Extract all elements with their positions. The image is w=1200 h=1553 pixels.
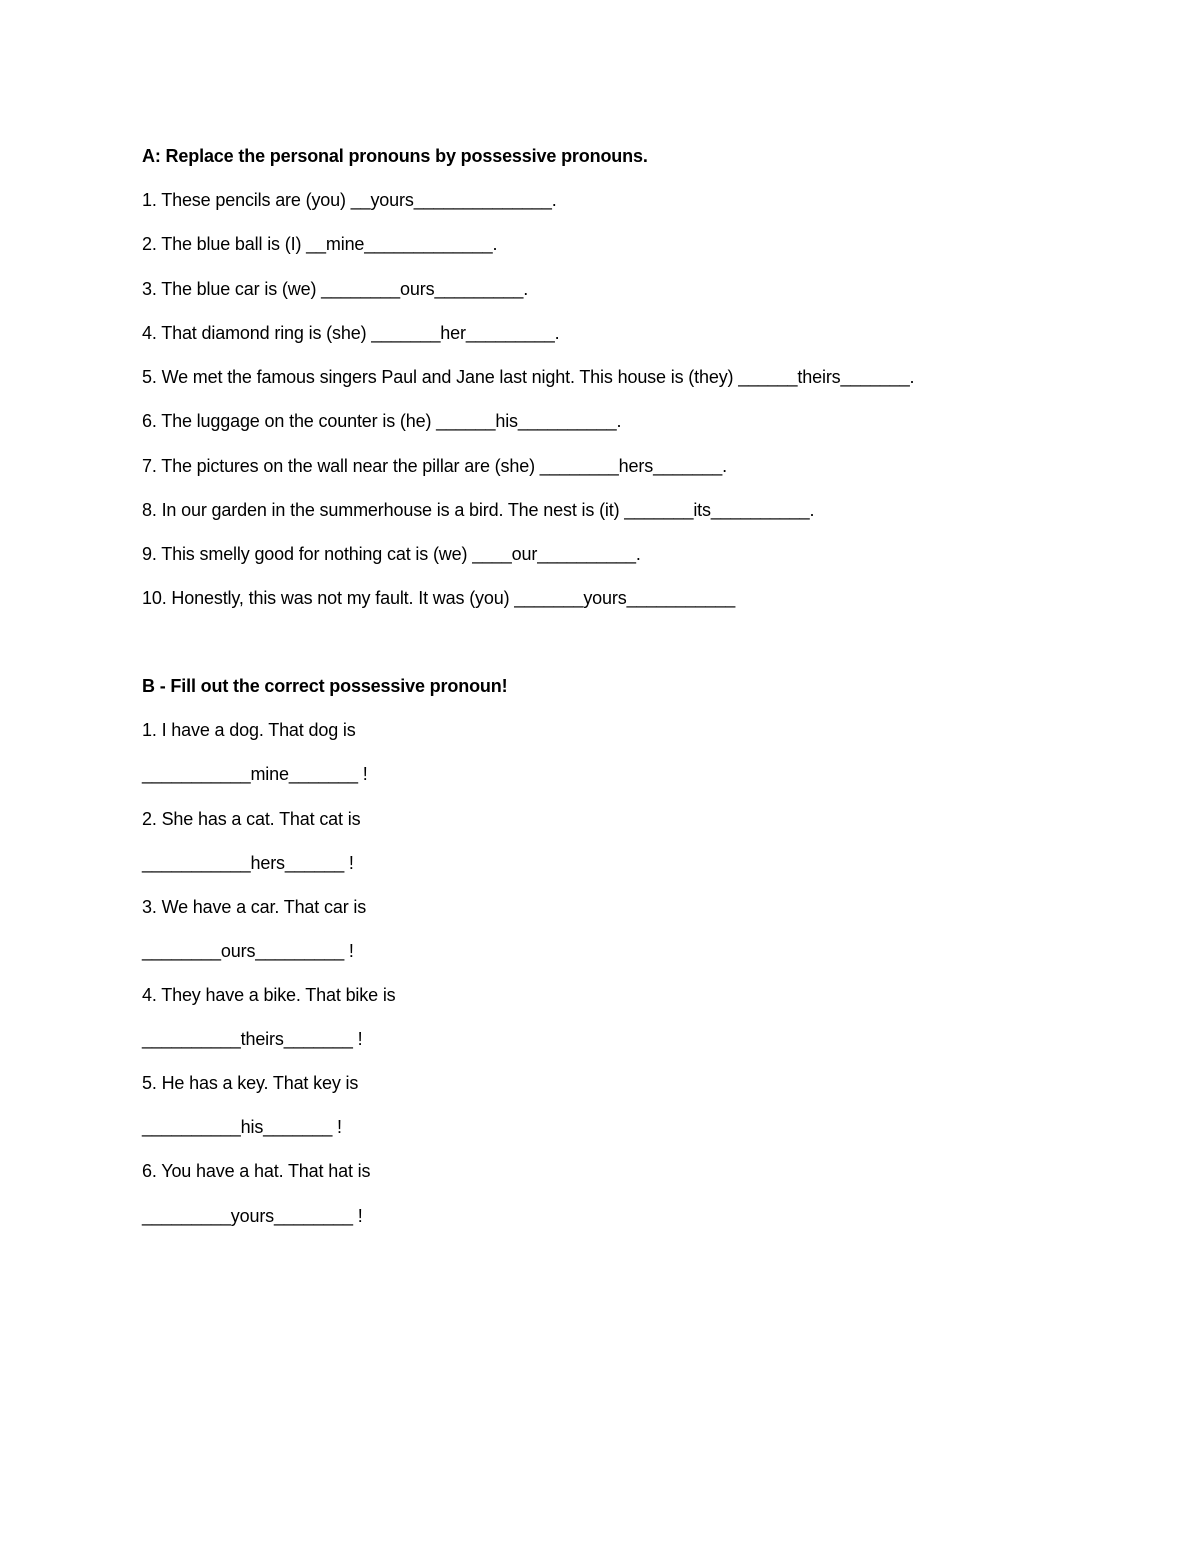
section-b-question-2: 2. She has a cat. That cat is <box>142 809 361 829</box>
section-b-answer-5: __________his_______ ! <box>142 1117 342 1137</box>
section-a-item-8: 8. In our garden in the summerhouse is a bird. The nest is (it) _______its__________. <box>142 500 815 520</box>
section-a-item-1: 1. These pencils are (you) __yours______________. <box>142 190 557 210</box>
section-a-item-4: 4. That diamond ring is (she) _______her_________. <box>142 323 560 343</box>
section-a-title: A: Replace the personal pronouns by possessive pronouns. <box>142 146 648 166</box>
section-b-question-6: 6. You have a hat. That hat is <box>142 1161 371 1181</box>
section-a-item-3: 3. The blue car is (we) ________ours_________. <box>142 279 529 299</box>
section-b-answer-4: __________theirs_______ ! <box>142 1029 363 1049</box>
section-a-item-10: 10. Honestly, this was not my fault. It was (you) _______yours___________ <box>142 588 736 608</box>
section-b-question-4: 4. They have a bike. That bike is <box>142 985 396 1005</box>
section-b-question-1: 1. I have a dog. That dog is <box>142 720 356 740</box>
section-b-answer-1: ___________mine_______ ! <box>142 764 368 784</box>
section-a-item-6: 6. The luggage on the counter is (he) ______his__________. <box>142 411 622 431</box>
section-b-answer-2: ___________hers______ ! <box>142 853 354 873</box>
section-b-answer-6: _________yours________ ! <box>142 1206 363 1226</box>
section-a-item-9: 9. This smelly good for nothing cat is (we) ____our__________. <box>142 544 641 564</box>
section-a-item-2: 2. The blue ball is (I) __mine_____________. <box>142 234 498 254</box>
section-b-answer-3: ________ours_________ ! <box>142 941 354 961</box>
section-a-item-7: 7. The pictures on the wall near the pillar are (she) ________hers_______. <box>142 456 727 476</box>
section-b-question-5: 5. He has a key. That key is <box>142 1073 359 1093</box>
section-b-question-3: 3. We have a car. That car is <box>142 897 367 917</box>
section-b-title: B - Fill out the correct possessive pronoun! <box>142 676 508 696</box>
section-a-item-5: 5. We met the famous singers Paul and Jane last night. This house is (they) ______theirs_______. <box>142 367 915 387</box>
